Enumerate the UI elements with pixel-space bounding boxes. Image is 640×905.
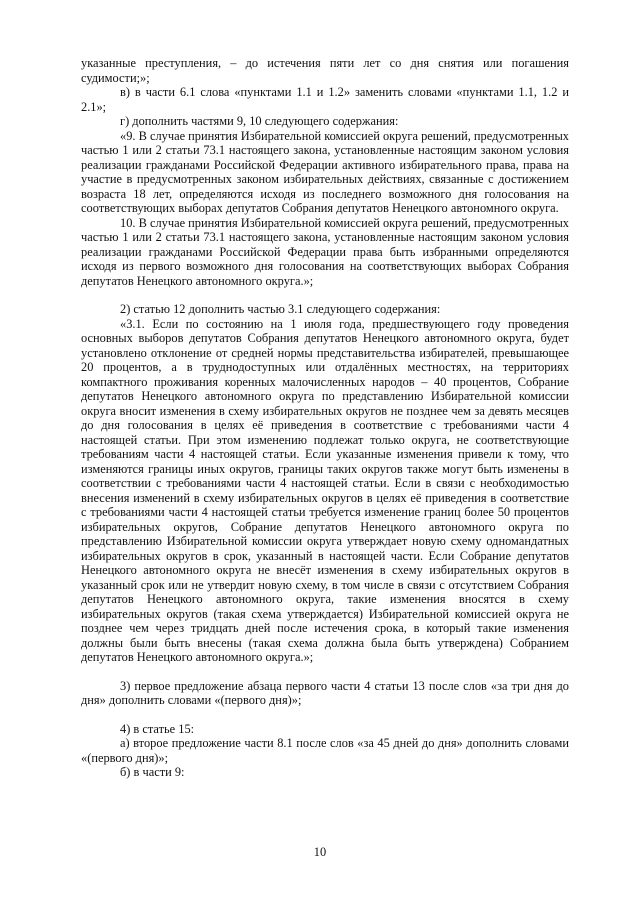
- paragraph-part-3-1: «3.1. Если по состоянию на 1 июля года, предшествующего году проведения основных выборов депутатов Собрания депутатов Ненецкого автономного округа, будет установлено отклонение от средней нормы представительства избирателей, превышающее 20 процентов, а в труднодоступных или отдалённых местностях, на территориях компактного проживания коренных малочисленных народов – 40 процентов, Собрание депутатов Ненецкого автономного округа по представлению Избирательной комиссии округа вносит изменения в схему избирательных округов не позднее чем за девять месяцев до дня голосования в целях её приведения в соответствие с требованиями части 4 настоящей статьи. При этом изменению подлежат только округа, не соответствующие требованиям части 4 настоящей статьи. Если указанные изменения привели к тому, что изменяются границы иных округов, границы таких округов также могут быть изменены в соответствии с требованиями части 4 настоящей статьи. Если в связи с необходимостью внесения изменений в схему избирательных округов в целях её приведения в соответствие с требованиями части 4 настоящей статьи требуется изменение границ более 50 процентов избирательных округов, Собрание депутатов Ненецкого автономного округа по представлению Избирательной комиссии округа утверждает новую схему одномандатных избирательных округов в срок, указанный в настоящей части. Если Собрание депутатов Ненецкого автономного округа не внесёт изменения в схему избирательных округов в указанный срок или не утвердит новую схему, в том числе в связи с отсутствием Собрания депутатов Ненецкого автономного округа, такие изменения вносятся в схему избирательных округов (такая схема утверждается) Избирательной комиссией округа не позднее чем через тридцать дней после истечения срока, в который такие изменения должны были быть внесены (такая схема должна была быть утверждена) Собранием депутатов Ненецкого автономного округа.»;: [81, 316, 569, 664]
- paragraph-item-g: г) дополнить частями 9, 10 следующего содержания:: [120, 114, 399, 128]
- paragraph-part-10: 10. В случае принятия Избирательной комиссией округа решений, предусмотренных частью 1 или 2 статьи 73.1 настоящего закона, установленные настоящим законом условия реализации гражданами Российской Федерации права быть избранными определяются исходя из первого возможного дня голосования на соответствующих выборах Собрания депутатов Ненецкого автономного округа.»;: [81, 215, 569, 288]
- paragraph-item-b: б) в части 9:: [120, 765, 185, 779]
- document-body: [81, 56, 569, 780]
- paragraph-part-9: «9. В случае принятия Избирательной комиссией округа решений, предусмотренных частью 1 или 2 статьи 73.1 настоящего закона, установленные настоящим законом условия реализации гражданами Российской Федерации активного избирательного права, права на участие в предусмотренных законом избирательных действиях, связанные с достижением возраста 18 лет, определяются исходя из последнего возможного дня голосования на соответствующих выборах депутатов Собрания депутатов Ненецкого автономного округа.: [81, 128, 569, 215]
- paragraph-item-4: 4) в статье 15:: [120, 721, 195, 736]
- paragraph-item-v: в) в части 6.1 слова «пунктами 1.1 и 1.2» заменить словами «пунктами 1.1, 1.2 и 2.1»;: [81, 85, 569, 114]
- paragraph-item-3: 3) первое предложение абзаца первого части 4 статьи 13 после слов «за три дня до дня» дополнить словами «(первого дня)»;: [81, 678, 569, 707]
- paragraph-item-2: 2) статью 12 дополнить частью 3.1 следующего содержания:: [120, 302, 441, 316]
- paragraph-item-a: а) второе предложение части 8.1 после слов «за 45 дней до дня» дополнить словами «(первого дня)»;: [81, 736, 569, 765]
- page-number: 10: [313, 845, 327, 859]
- paragraph-continuation: указанные преступления, – до истечения пяти лет со дня снятия или погашения судимости;»;: [81, 56, 569, 85]
